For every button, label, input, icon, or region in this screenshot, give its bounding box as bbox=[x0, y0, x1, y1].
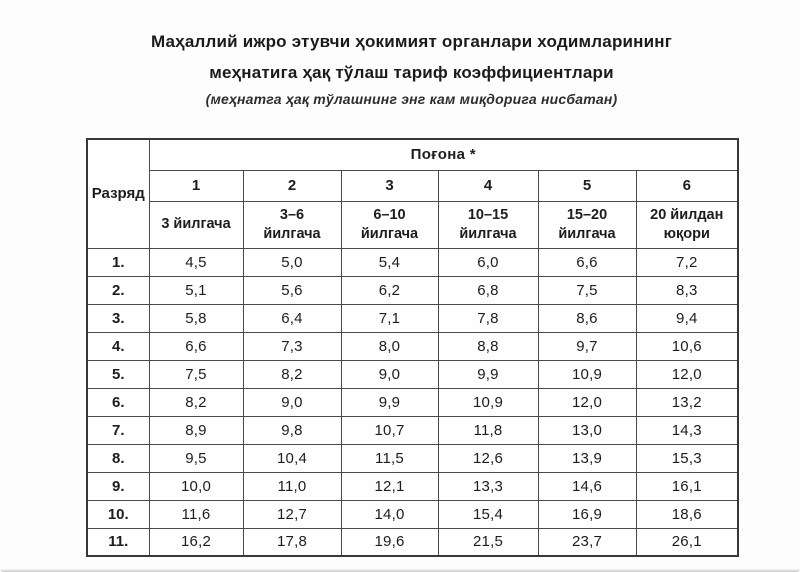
value-cell: 8,3 bbox=[636, 276, 738, 304]
value-cell: 7,8 bbox=[438, 304, 538, 332]
value-cell: 18,6 bbox=[636, 500, 738, 528]
value-cell: 8,8 bbox=[438, 332, 538, 360]
value-cell: 5,0 bbox=[243, 248, 341, 276]
value-cell: 5,1 bbox=[149, 276, 243, 304]
value-cell: 15,3 bbox=[636, 444, 738, 472]
value-cell: 14,0 bbox=[341, 500, 438, 528]
value-cell: 5,6 bbox=[243, 276, 341, 304]
row-label: 4. bbox=[87, 332, 149, 360]
value-cell: 5,8 bbox=[149, 304, 243, 332]
stage-period-header: 3 йилгача bbox=[149, 201, 243, 248]
document-title-block bbox=[86, 26, 737, 107]
value-cell: 6,4 bbox=[243, 304, 341, 332]
table-row bbox=[87, 416, 738, 444]
row-label: 1. bbox=[87, 248, 149, 276]
row-label: 6. bbox=[87, 388, 149, 416]
value-cell: 12,1 bbox=[341, 472, 438, 500]
value-cell: 13,2 bbox=[636, 388, 738, 416]
group-header-row bbox=[87, 139, 738, 170]
stage-period-row bbox=[87, 201, 738, 248]
document-content bbox=[86, 0, 737, 557]
table-row bbox=[87, 500, 738, 528]
value-cell: 13,3 bbox=[438, 472, 538, 500]
value-cell: 7,1 bbox=[341, 304, 438, 332]
value-cell: 19,6 bbox=[341, 528, 438, 556]
value-cell: 10,9 bbox=[438, 388, 538, 416]
row-label: 3. bbox=[87, 304, 149, 332]
value-cell: 7,2 bbox=[636, 248, 738, 276]
value-cell: 9,0 bbox=[243, 388, 341, 416]
table-row bbox=[87, 444, 738, 472]
value-cell: 10,9 bbox=[538, 360, 636, 388]
table-row bbox=[87, 304, 738, 332]
table-row bbox=[87, 276, 738, 304]
value-cell: 13,9 bbox=[538, 444, 636, 472]
stage-number-4: 4 bbox=[438, 170, 538, 201]
value-cell: 9,9 bbox=[438, 360, 538, 388]
value-cell: 21,5 bbox=[438, 528, 538, 556]
value-cell: 6,0 bbox=[438, 248, 538, 276]
document-title-line-2: меҳнатига ҳақ тўлаш тариф коэффициентлари bbox=[209, 63, 614, 82]
value-cell: 9,4 bbox=[636, 304, 738, 332]
value-cell: 16,1 bbox=[636, 472, 738, 500]
stage-period-header: 10–15 йилгача bbox=[438, 201, 538, 248]
value-cell: 15,4 bbox=[438, 500, 538, 528]
table-row bbox=[87, 248, 738, 276]
table-row bbox=[87, 360, 738, 388]
value-cell: 8,2 bbox=[149, 388, 243, 416]
value-cell: 7,3 bbox=[243, 332, 341, 360]
value-cell: 23,7 bbox=[538, 528, 636, 556]
value-cell: 13,0 bbox=[538, 416, 636, 444]
value-cell: 16,2 bbox=[149, 528, 243, 556]
document-title-line-1: Маҳаллий ижро этувчи ҳокимият органлари ходимларининг bbox=[150, 32, 673, 51]
value-cell: 11,5 bbox=[341, 444, 438, 472]
value-cell: 8,6 bbox=[538, 304, 636, 332]
value-cell: 4,5 bbox=[149, 248, 243, 276]
value-cell: 11,6 bbox=[149, 500, 243, 528]
value-cell: 9,8 bbox=[243, 416, 341, 444]
stage-period-header: 6–10 йилгача bbox=[341, 201, 438, 248]
value-cell: 9,0 bbox=[341, 360, 438, 388]
value-cell: 17,8 bbox=[243, 528, 341, 556]
row-label: 7. bbox=[87, 416, 149, 444]
row-label: 9. bbox=[87, 472, 149, 500]
value-cell: 6,6 bbox=[538, 248, 636, 276]
value-cell: 14,6 bbox=[538, 472, 636, 500]
value-cell: 6,6 bbox=[149, 332, 243, 360]
value-cell: 6,2 bbox=[341, 276, 438, 304]
value-cell: 12,0 bbox=[538, 388, 636, 416]
value-cell: 7,5 bbox=[538, 276, 636, 304]
table-row bbox=[87, 472, 738, 500]
row-label: 8. bbox=[87, 444, 149, 472]
group-header-pogona: Поғона * bbox=[149, 139, 738, 170]
value-cell: 14,3 bbox=[636, 416, 738, 444]
value-cell: 10,4 bbox=[243, 444, 341, 472]
value-cell: 7,5 bbox=[149, 360, 243, 388]
value-cell: 8,2 bbox=[243, 360, 341, 388]
value-cell: 10,0 bbox=[149, 472, 243, 500]
value-cell: 26,1 bbox=[636, 528, 738, 556]
value-cell: 9,7 bbox=[538, 332, 636, 360]
tariff-coefficients-table bbox=[86, 138, 739, 557]
value-cell: 12,6 bbox=[438, 444, 538, 472]
value-cell: 9,9 bbox=[341, 388, 438, 416]
value-cell: 9,5 bbox=[149, 444, 243, 472]
document-subtitle: (меҳнатга ҳақ тўлашнинг энг кам миқдорига нисбатан) bbox=[205, 91, 618, 107]
value-cell: 10,7 bbox=[341, 416, 438, 444]
table-row bbox=[87, 332, 738, 360]
value-cell: 12,7 bbox=[243, 500, 341, 528]
stage-number-2: 2 bbox=[243, 170, 341, 201]
stage-period-header: 20 йилдан юқори bbox=[636, 201, 738, 248]
stage-period-header: 3–6 йилгача bbox=[243, 201, 341, 248]
stage-number-row bbox=[87, 170, 738, 201]
row-label: 5. bbox=[87, 360, 149, 388]
stage-period-header: 15–20 йилгача bbox=[538, 201, 636, 248]
tariff-table-body bbox=[87, 248, 738, 556]
table-row bbox=[87, 388, 738, 416]
stage-number-3: 3 bbox=[341, 170, 438, 201]
corner-header-razryad: Разряд bbox=[87, 139, 149, 248]
value-cell: 6,8 bbox=[438, 276, 538, 304]
value-cell: 11,8 bbox=[438, 416, 538, 444]
value-cell: 11,0 bbox=[243, 472, 341, 500]
value-cell: 12,0 bbox=[636, 360, 738, 388]
table-row bbox=[87, 528, 738, 556]
value-cell: 10,6 bbox=[636, 332, 738, 360]
value-cell: 8,0 bbox=[341, 332, 438, 360]
value-cell: 16,9 bbox=[538, 500, 636, 528]
stage-number-1: 1 bbox=[149, 170, 243, 201]
value-cell: 5,4 bbox=[341, 248, 438, 276]
row-label: 2. bbox=[87, 276, 149, 304]
row-label: 11. bbox=[87, 528, 149, 556]
row-label: 10. bbox=[87, 500, 149, 528]
stage-number-5: 5 bbox=[538, 170, 636, 201]
value-cell: 8,9 bbox=[149, 416, 243, 444]
stage-number-6: 6 bbox=[636, 170, 738, 201]
